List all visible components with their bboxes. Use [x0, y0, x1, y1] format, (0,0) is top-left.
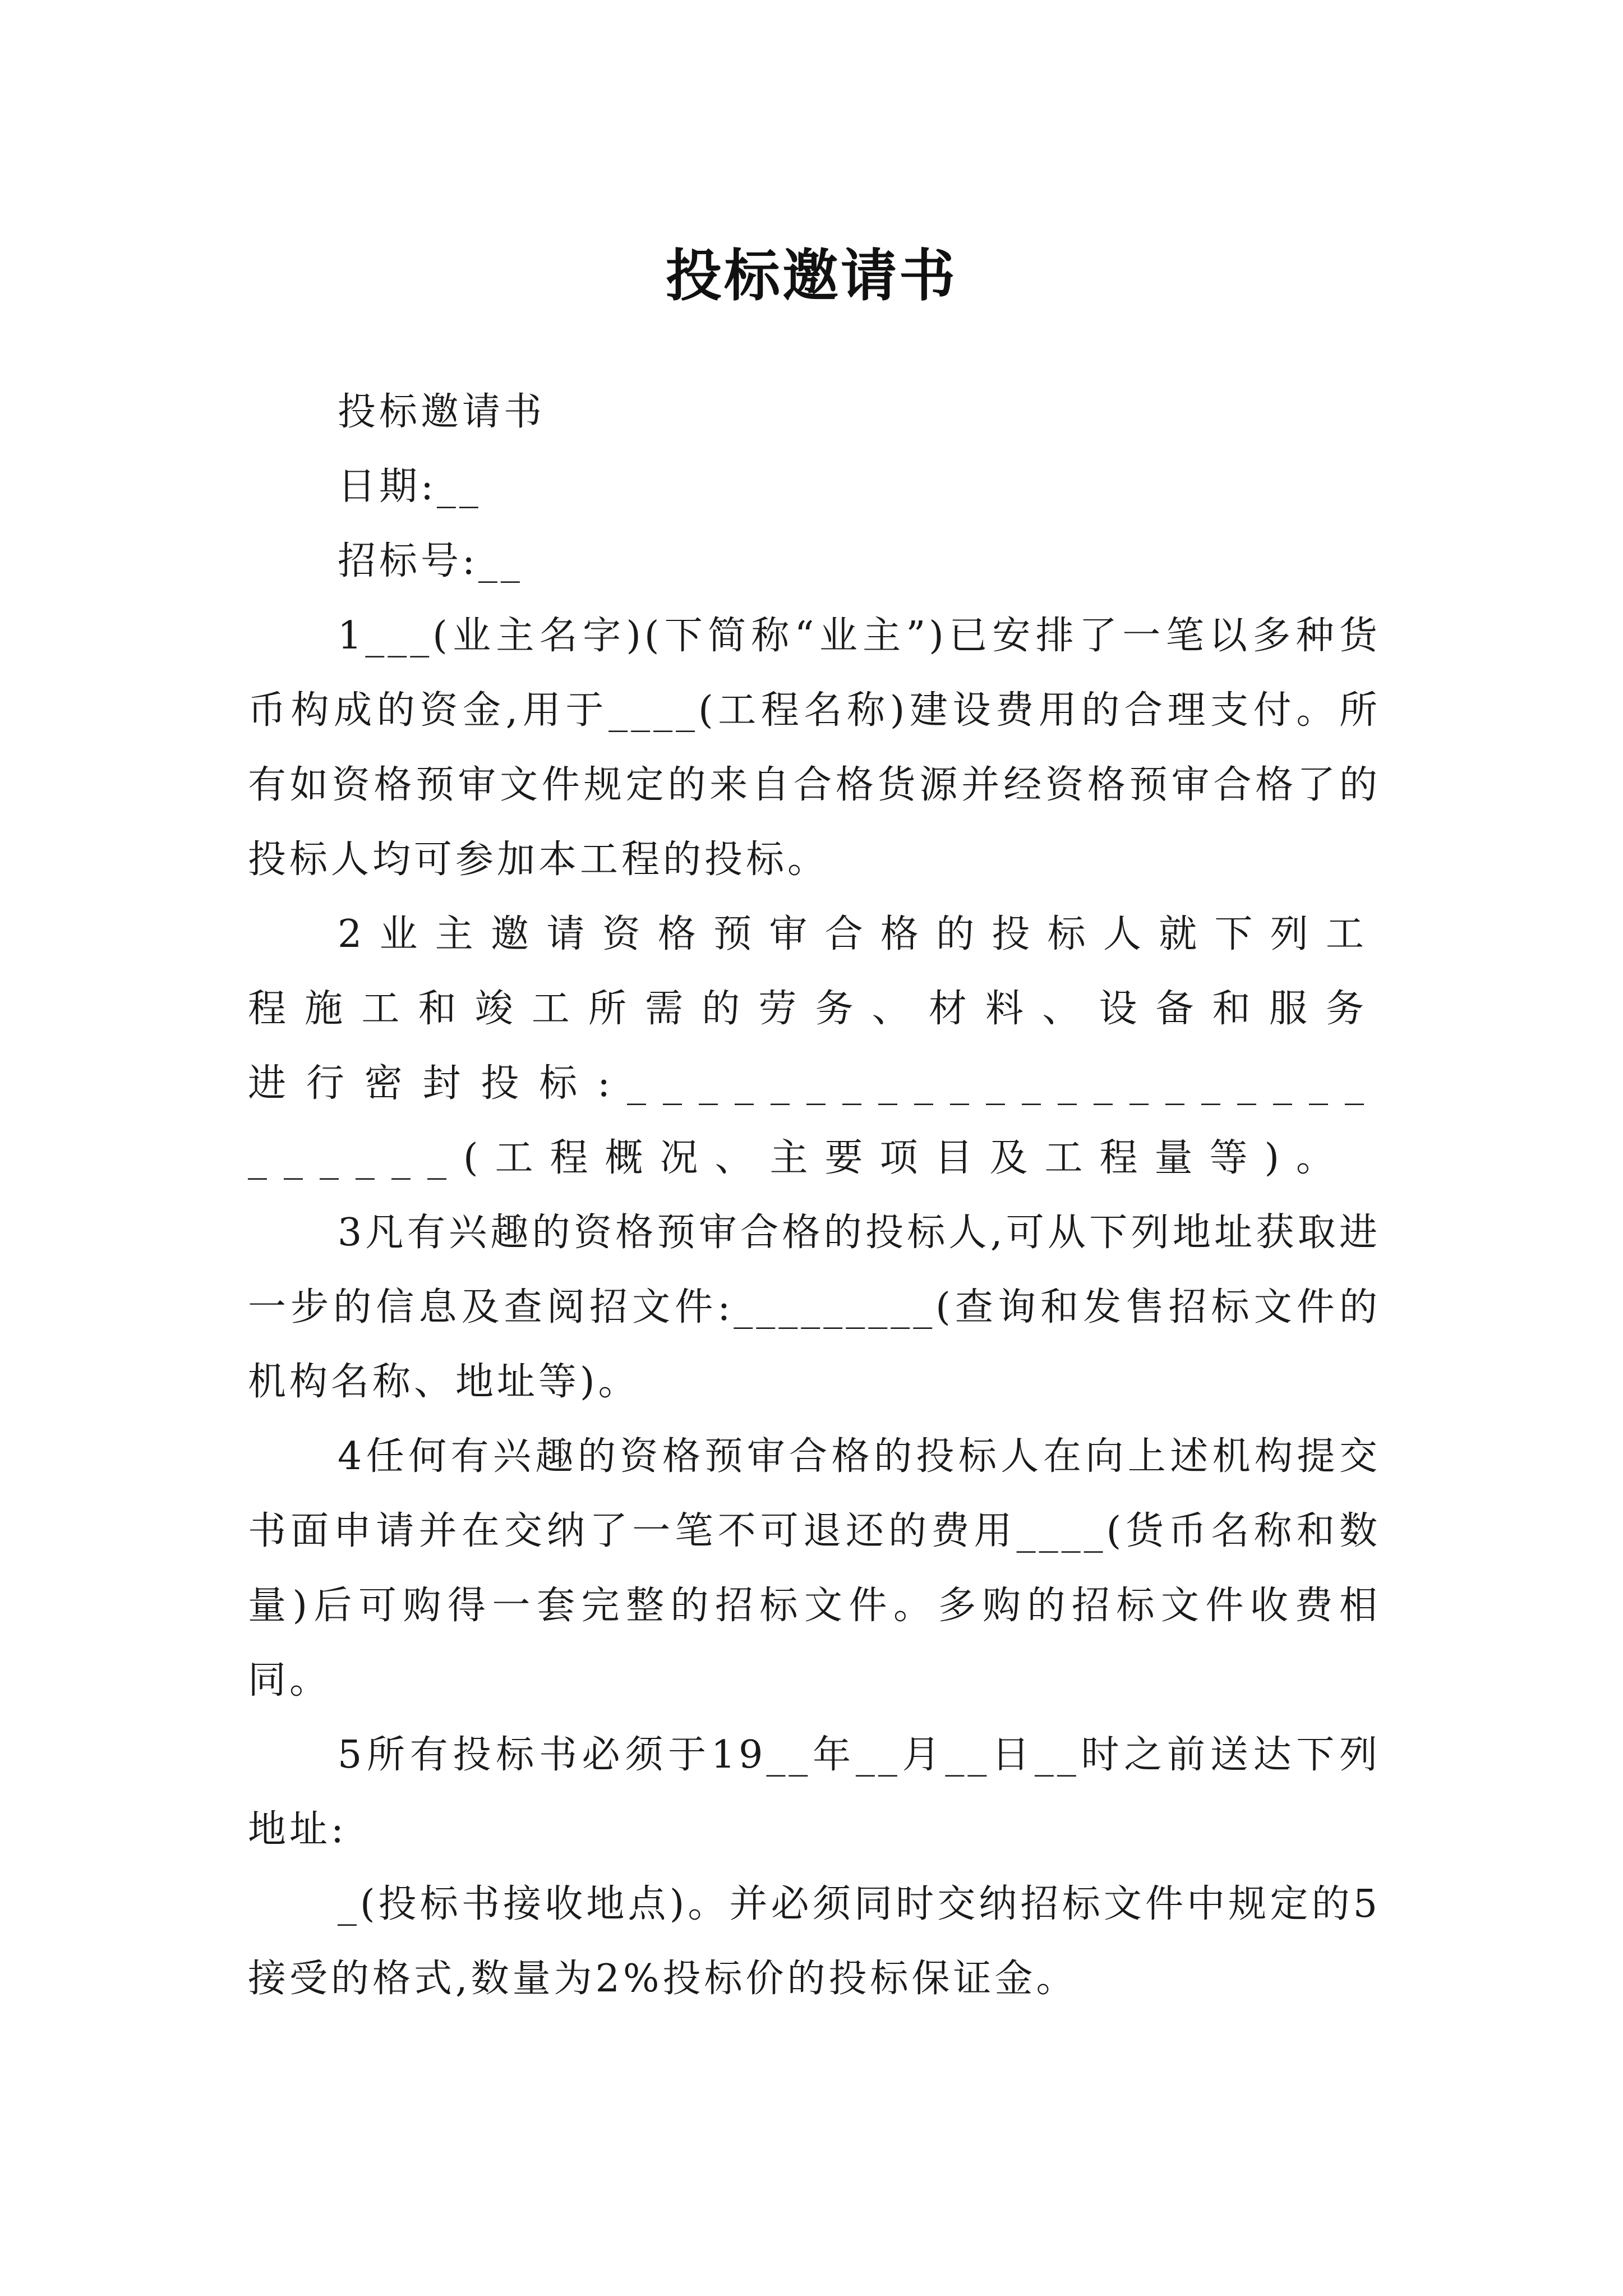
paragraph-clause-3: 3凡有兴趣的资格预审合格的投标人,可从下列地址获取进一步的信息及查阅招文件:_________(查询和发售招标文件的机构名称、地址等)。: [248, 1211, 1381, 1404]
paragraph-heading: 投标邀请书: [338, 390, 546, 434]
paragraph-tender-number: 招标号:__: [338, 539, 523, 583]
paragraph-clause-5-continued: _(投标书接收地点)。并必须同时交纳招标文件中规定的5接受的格式,数量为2%投标价的投标保证金。: [248, 1882, 1381, 2001]
paragraph-clause-4: 4任何有兴趣的资格预审合格的投标人在向上述机构提交书面申请并在交纳了一笔不可退还的费用____(货币名称和数量)后可购得一套完整的招标文件。多购的招标文件收费相同。: [248, 1434, 1381, 1703]
paragraph-clause-1: 1___(业主名字)(下简称“业主”)已安排了一笔以多种货币构成的资金,用于____(工程名称)建设费用的合理支付。所有如资格预审文件规定的来自合格货源并经资格预审合格了的投标人均可参加本工程的投标。: [248, 614, 1381, 882]
paragraph-clause-5: 5所有投标书必须于19__年__月__日__时之前送达下列地址:: [248, 1733, 1381, 1852]
document-title: 投标邀请书: [666, 243, 957, 309]
paragraph-date: 日期:__: [338, 464, 482, 509]
paragraph-clause-2: 2业主邀请资格预审合格的投标人就下列工程施工和竣工所需的劳务、材料、设备和服务进行密封投标:___________________________(工程概况、主要项目及工程量等)。: [248, 912, 1381, 1180]
document-body: [248, 375, 1381, 2016]
